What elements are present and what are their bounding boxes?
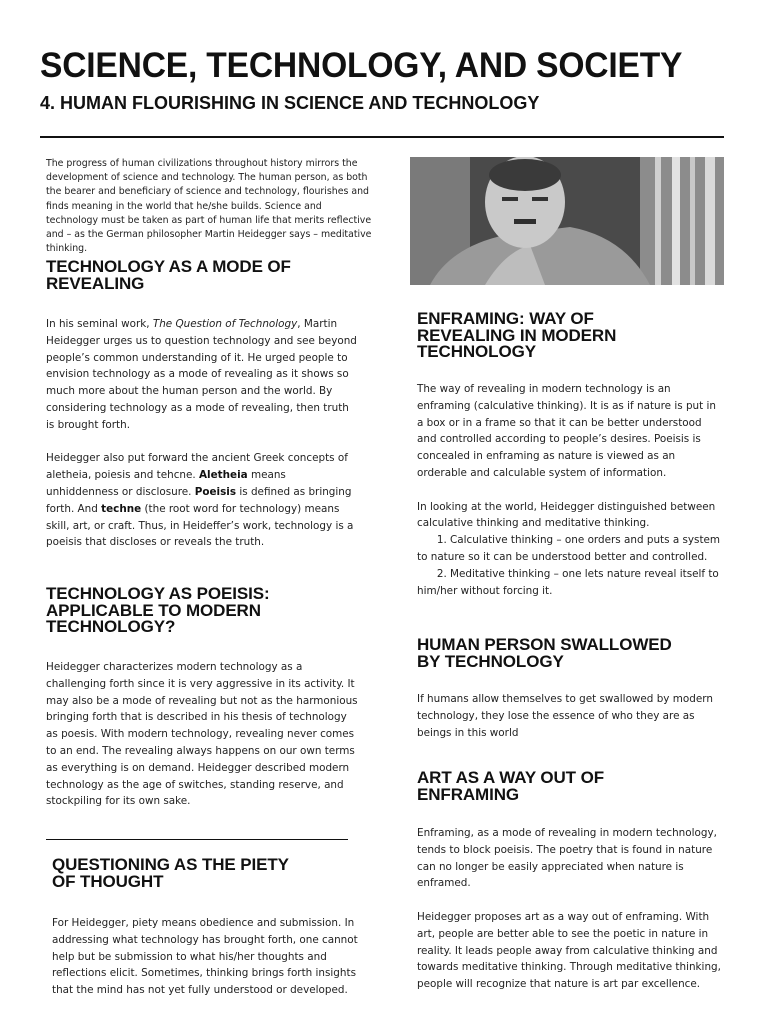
portrait-illustration: [410, 157, 724, 285]
intro-paragraph: The progress of human civilizations throughout history mirrors the development of science and technology. The human person, as both the bearer and beneficiary of science and technology, flourishes and finds meaning in the world that he/she builds. Science and technology must be taken as part of human life that merits reflective and – as the German philosopher Martin Heidegger says – meditative thinking.: [46, 158, 372, 255]
heading-technology-mode-of-revealing: [46, 259, 291, 292]
paragraph: Heidegger characterizes modern technology as a challenging forth since it is very aggressive in its activity. It may also be a mode of revealing but not as the harmonious bringing forth that is described in his thesis of technology as poesis. With modern technology, revealing never comes to an end. The revealing always happens on our own terms as everything is on demand. Heidegger described modern technology as the age of switches, standing reserve, and stockpiling for its own sake.: [46, 661, 358, 808]
list-item: 1. Calculative thinking – one orders and puts a system to nature so it can be understood better and controlled.: [417, 534, 724, 563]
heading-enframing: [417, 311, 616, 361]
paragraph: In looking at the world, Heidegger distinguished between calculative thinking and meditative thinking.: [417, 500, 716, 530]
heading-line: APPLICABLE TO MODERN: [46, 600, 261, 620]
paragraph: Enframing, as a mode of revealing in modern technology, tends to block poeisis. The poetry that is found in nature can no longer be easily appreciated when nature is enframed.: [417, 827, 717, 890]
heidegger-portrait-photo: [410, 157, 724, 285]
term-poeisis: Poeisis: [194, 485, 237, 498]
section-divider: [46, 839, 348, 840]
heading-line: TECHNOLOGY: [417, 342, 536, 361]
heading-line: TECHNOLOGY AS A MODE OF: [46, 257, 291, 276]
term-techne: techne: [101, 502, 142, 515]
section-body-poeisis: [46, 659, 358, 810]
list-item: 2. Meditative thinking – one lets nature reveal itself to him/her without forcing it.: [417, 567, 723, 597]
page-subtitle: 4. HUMAN FLOURISHING IN SCIENCE AND TECHNOLOGY: [40, 93, 540, 113]
heading-line: REVEALING: [46, 273, 145, 293]
paragraph: Heidegger also put forward the ancient Greek concepts of aletheia, poiesis and tehcne. Aletheia means unhiddenness or disclosure. Poeisis is defined as bringing forth. And techne (the root word for technology) means skill, art, or craft. Thus, in Heideffer’s work, technology is a poeisis that discloses or reveals the truth.: [46, 452, 354, 549]
paragraph: In his seminal work, The Question of Technology, Martin Heidegger urges us to question technology and see beyond people’s common understanding of it. He urged people to envision technology as a mode of revealing as it shows so much more about the human person and the world. By considering technology as a mode of revealing, then truth is brought forth.: [46, 318, 357, 431]
section-body-enframing: [417, 381, 723, 599]
heading-line: ENFRAMING: WAY OF: [417, 309, 594, 328]
paragraph: Heidegger proposes art as a way out of enframing. With art, people are better able to see the poetic in nature in reality. It leads people away from calculative thinking and towards meditative thinking. Through meditative thinking, people will recognize that nature is art par excellence.: [417, 910, 721, 991]
heading-line: REVEALING IN MODERN: [417, 325, 617, 345]
paragraph: For Heidegger, piety means obedience and submission. In addressing what technology has brought forth, one cannot help but be submission to what his/her thoughts and reflections elicit. Sometimes, thinking brings forth insights that the mind has not yet fully understood or developed.: [52, 917, 358, 997]
heading-line: BY TECHNOLOGY: [417, 651, 564, 671]
page-title: SCIENCE, TECHNOLOGY, AND SOCIETY: [40, 46, 683, 85]
header-divider: [40, 136, 724, 138]
heading-art-way-out: [417, 770, 604, 803]
heading-line: OF THOUGHT: [52, 871, 164, 891]
heading-line: HUMAN PERSON SWALLOWED: [417, 635, 672, 654]
paragraph: If humans allow themselves to get swallowed by modern technology, they lose the essence of who they are as beings in this world: [417, 693, 713, 739]
section-body-swallowed: [417, 691, 723, 741]
heading-human-swallowed: [417, 637, 672, 670]
book-title: The Question of Technology: [152, 318, 298, 330]
heading-line: ENFRAMING: [417, 784, 520, 804]
section-body-art: [417, 825, 723, 993]
heading-questioning-piety: [52, 857, 289, 890]
section-body-piety: [52, 915, 362, 999]
heading-technology-as-poeisis: [46, 586, 270, 636]
term-aletheia: Aletheia: [199, 469, 248, 482]
heading-line: ART AS A WAY OUT OF: [417, 768, 605, 787]
heading-line: TECHNOLOGY?: [46, 617, 176, 636]
heading-line: QUESTIONING AS THE PIETY: [52, 855, 289, 874]
section-body-revealing: [46, 316, 358, 551]
heading-line: TECHNOLOGY AS POEISIS:: [46, 584, 270, 603]
paragraph: The way of revealing in modern technology is an enframing (calculative thinking). It is as if nature is put in a box or in a frame so that it can be better understood and controlled according to people’s desires. Poeisis is concealed in enframing as nature is viewed as an orderable and calculable system of information.: [417, 383, 716, 479]
